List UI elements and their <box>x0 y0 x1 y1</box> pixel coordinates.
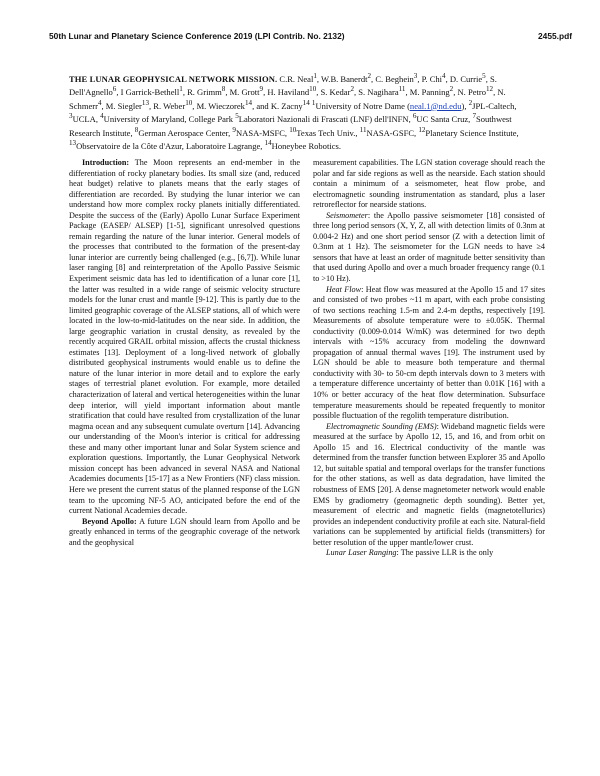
left-column <box>69 158 300 548</box>
subheading-heat-flow: Heat Flow <box>326 284 362 294</box>
seismometer-text: : the Apollo passive seismometer [18] consisted of three long period sensors (X, Y, Z, all with detection limits of 0.3nm at 0.004-2 Hz) and one short period sensor (Z with a detection limit of 0.3nm at 1 Hz). The seismometer for the LGN needs to have ≥4 sensors that have at least an order of magnitude better sensitivity than that used during Apollo and over a much broader frequency range (0.1 to >10 Hz). <box>313 210 545 284</box>
llr-text: : The passive LLR is the only <box>396 548 494 558</box>
title-block <box>69 71 531 152</box>
introduction-text: The Moon represents an end-member in the differentiation of rocky planetary bodies. Its small size (and, reduced heat budget) relative to planets means that the early stages of differentiation are recorded. By studying the lunar interior we can understand how more complex rocky planets initially differentiated. Despite the success of the (Early) Apollo Lunar Surface Experiment Package (EASEP/ ALSEP) [1-5], significant unresolved questions remain regarding the nature of the lunar interior. General models of the processes that contributed to the formation of the present-day lunar interior are currently being challenged (e.g., [6,7]). While lunar laser ranging [8] and reinterpretation of the Apollo Passive Seismic Experiment seismic data has led to identification of a lunar core [1], the latter was resulted in a wide range of seismic velocity structure models for the lunar crust and mantle [9-12]. This is partly due to the limited geographic coverage of the ALSEP stations, all of which were located in the low-to-mid-latitudes on the near side. In addition, the large geographic variation in crustal density, as revealed by the recently acquired GRAIL orbital mission, affects the crustal thickness estimates [13]. Deployment of a long-lived network of globally distributed geophysical instruments would enable us to define the nature of the lunar interior in more detail and to explore the early stages of terrestrial planet evolution. For example, more detailed characterization of lateral and vertical heterogeneities within the lunar deep interior, will yield important information about mantle stratification that could have resulted from crystallization of the lunar magma ocean and any subsequent cumulate overturn [14]. Advancing our understanding of the Moon's interior is critical for addressing these and many other important lunar and Solar System science and exploration questions. Importantly, the Lunar Geophysical Network mission concept has been advanced in several NASA and National Academies documents [15-17] as a New Frontiers (NF) class mission. Here we present the current status of the planned response of the LGN team to the upcoming NF-5 AO, anticipated before the end of the current National Academies decade. <box>69 158 300 516</box>
page-id: 2455.pdf <box>538 31 572 41</box>
continued-paragraph: measurement capabilities. The LGN station coverage should reach the polar and far side regions as well as the nearside. Each station should contain a minimum of a seismometer, heat flow probe, and electromagnetic sounding instrumentation as standard, plus a laser retroreflector for nearside stations. <box>313 158 545 210</box>
llr-paragraph <box>313 548 545 559</box>
section-heading-beyond-apollo: Beyond Apollo: <box>82 516 137 526</box>
ems-paragraph <box>313 422 545 549</box>
ems-text: : Wideband magnetic fields were measured at the surface by Apollo 12, 15, and 16, and from orbit on Apollo 15 and 16. Electrical conductivity of the mantle was determined from the transfer function between Explorer 35 and Apollo 12, but suitable spatial and temporal overlaps for the transfer functions for the other stations, as well as data degradation, have limited the robustness of EMS [20]. A dense magnetometer network would enable EMS by gradiometry (geomagnetic depth sounding). Better yet, measurement of electric and magnetic fields (magnetotellurics) provides an independent conductivity profile at each site. Natural-field variations can be supplemented by artificial fields (transmitters) for better resolution of the upper mantle/lower crust. <box>313 421 545 547</box>
beyond-apollo-paragraph <box>69 517 300 549</box>
subheading-lunar-laser-ranging: Lunar Laser Ranging <box>326 548 397 558</box>
affiliations: $^1$University of Notre Dame (neal.1@nd.edu), $^2$JPL-Caltech, $^3$UCLA, $^4$University of Maryland, College Park $^5$Laboratori Nazionali di Frascati (LNF) dell'INFN, $^6$UC Santa Cruz, $^7$Southwest Research Institute, $^8$German Aerospace Center, $^9$NASA-MSFC, $^{10}$Texas Tech Univ., $^{11}$NASA-GSFC, $^{12}$Planetary Science Institute, $^{13}$Observatoire de la Côte d'Azur, Laboratoire Lagrange, $^{14}$Honeybee Robotics. <box>69 98 519 152</box>
right-column <box>313 158 545 559</box>
subheading-seismometer: Seismometer <box>326 210 368 220</box>
author-list: C.R. Neal$^1$, W.B. Banerdt$^2$, C. Beghein$^3$, P. Chi$^4$, D. Currie$^5$, S. Dell'Agnello$^6$, I Garrick-Bethell$^1$, R. Grimm$^8$, M. Grott$^9$, H. Haviland$^{10}$, S. Kedar$^2$, S. Nagihara$^{11}$, M. Panning$^2$, N. Petro$^{12}$, N. Schmerr$^4$, M. Siegler$^{13}$, R. Weber$^{10}$, M. Wieczorek$^{14}$, and K. Zacny$^{14}$ <box>69 72 506 111</box>
heat-flow-paragraph <box>313 285 545 422</box>
beyond-apollo-text: A future LGN should learn from Apollo and be greatly enhanced in terms of the geographic coverage of the network and the geophysical <box>69 516 300 547</box>
paper-title: THE LUNAR GEOPHYSICAL NETWORK MISSION. <box>69 73 278 84</box>
introduction-paragraph <box>69 158 300 517</box>
conference-header: 50th Lunar and Planetary Science Conference 2019 (LPI Contrib. No. 2132) <box>49 31 345 41</box>
heat-flow-text: : Heat flow was measured at the Apollo 15 and 17 sites and consisted of two probes ~11 m apart, with each probe consisting of two sections reaching 1.5-m and 2.4-m depths, respectively [19]. Measurements of absolute temperature were to ±0.05K. Thermal conductivity (0.009-0.014 W/mK) was determined for two depth intervals with ~15% accuracy from modeling the downward propagation of annual thermal waves [19]. The instrument used by LGN should be able to measure both temperature and thermal conductivity with 30- to 50-cm depth intervals down to 3 meters with a temperature difference uncertainty of better than 0.01K [16] with a 10% or better accuracy of the heat flow determination. Subsurface temperature measurements should be repeated frequently to monitor possible fluctuation of the regolith temperature distribution. <box>313 284 546 421</box>
seismometer-paragraph <box>313 211 545 285</box>
section-heading-introduction: Introduction: <box>82 158 130 167</box>
author-email-link[interactable]: neal.1@nd.edu <box>409 100 462 111</box>
subheading-ems: Electromagnetic Sounding (EMS) <box>326 421 437 431</box>
